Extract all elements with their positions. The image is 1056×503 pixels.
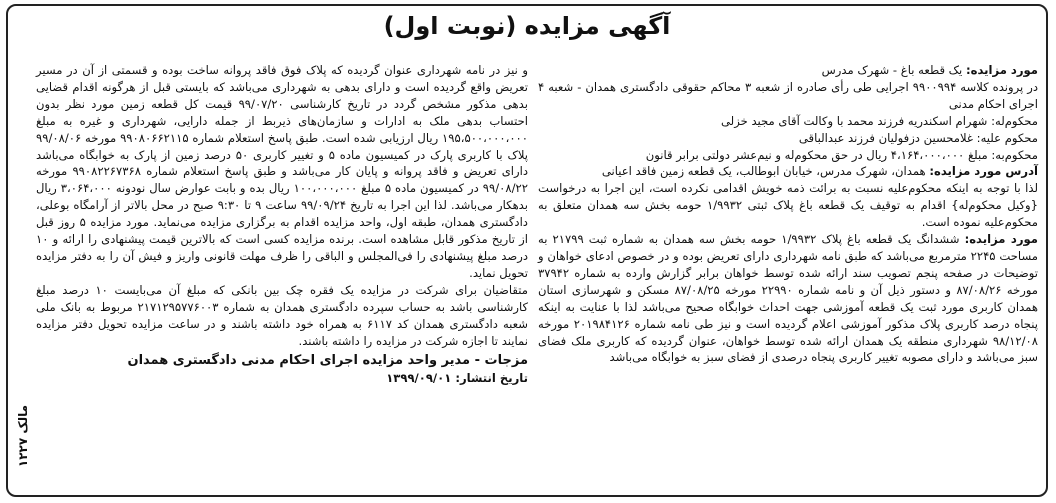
subject-text: یک قطعه باغ - شهرک مدرس: [821, 63, 966, 77]
case-text: در پرونده کلاسه ۹۹۰۰۹۹۴ اجرایی طی رأی صادره از شعبه ۳ محاکم حقوقی دادگستری همدان - شعبه ۴ اجرای احکام مدنی: [538, 79, 1038, 111]
amount-text: مبلغ ۴،۱۶۴،۰۰۰،۰۰۰ ریال در حق محکوم‌له و نیم‌عشر دولتی برابر قانون: [645, 147, 992, 162]
debtor-label: محکوم علیه:: [976, 130, 1038, 145]
amount-line: [538, 147, 1038, 164]
notice-frame: [6, 4, 1048, 497]
signature: مزجات - مدیر واحد مزایده اجرای احکام مدنی دادگستری همدان: [127, 353, 528, 369]
side-label-text: مالک ۱۲۲۷: [16, 404, 31, 468]
creditor-line: [538, 113, 1038, 130]
item2-text: ششدانگ یک قطعه باغ پلاک ۱/۹۹۳۲ حومه بخش سه همدان به شماره ثبت ۲۱۷۹۹ به مساحت ۲۲۴۵ مترمربع می‌باشد که طبق نامه شهرداری دارای تعریض بوده و در خصوص ادعای خواهان و توضیحات در صفحه پنجم تصویب سند ارائه شده توسط خواهان برابر گزارش وارده به شماره ۳۷۹۴۲ مورخه ۸۷/۰۸/۲۶ و دستور ذیل آن و نامه شماره ۲۲۹۹۰ مورخه ۸۷/۰۸/۲۵ مسکن و شهرسازی استان همدان کاربری مورد ثبت یک قطعه آموزشی جهت احداث خوابگاه صحیح می‌باشد لذا با عنایت به اینکه پنجاه درصد کاربری پلاک مذکور آموزشی اعلام گردیده است و نیز طی نامه شماره ۲۰۱۹۸۴۱۲۶ مورخه ۹۸/۱۲/۰۸ شهرداری منطقه یک همدان ارائه شده توسط خواهان، عنوان گردیده که کاربری ملک فضای سبز می‌باشد و دارای مصوبه تغییر کاربری پنجاه درصدی از فضای سبز به خوابگاه می‌باشد: [538, 232, 1039, 365]
side-label: [12, 386, 34, 486]
left-paragraph-1: و نیز در نامه شهرداری عنوان گردیده که پلاک فوق فاقد پروانه ساخت بوده و قسمتی از آن در مسیر تعریض واقع گردیده است و دارای بدهی به شهرداری می‌باشد که بایستی قبل از هرگونه اقدام قضایی بدهی مذکور مشخص گردد در تاریخ کارشناسی ۹۹/۰۷/۲۰ قیمت کل قطعه زمین مورد نظر بدون احتساب بدهی ملک به ادارات و سازمان‌های ذیربط از جمله دارایی، شهرداری و غیره به مبلغ ۱۹۵،۵۰۰،۰۰۰،۰۰۰ ریال ارزیابی شده است. طبق پاسخ استعلام شماره ۹۹۰۸۰۶۶۲۱۱۵ مورخه ۹۹/۰۸/۰۶ پلاک با کاربری پارک در کمیسیون ماده ۵ و تغییر کاربری ۵۰ درصد زمین از پارک به خوابگاه می‌باشد دارای تعریض و فاقد پروانه و پایان کار می‌باشد و طبق پاسخ استعلام شماره ۹۹۰۸۲۲۶۷۳۶۸ مورخه ۹۹/۰۸/۲۲ در کمیسیون ماده ۵ مبلغ ۱۰۰،۰۰۰،۰۰۰ ریال بده و بابت عوارض سال نودونه ۳،۰۶۴،۰۰۰ ریال بدهکار می‌باشد. لذا این اجرا به تاریخ ۹۹/۰۹/۲۴ ساعت ۹ تا ۹:۳۰ صبح در محل بالاتر از آرامگاه بوعلی، دادگستری همدان، طبقه اول، واحد مزایده اقدام به برگزاری مزایده می‌نماید. مورد مزایده ۵ روز قبل از تاریخ مذکور قابل مشاهده است. برنده مزایده کسی است که بالاترین قیمت پیشنهادی را ارائه و ۱۰ درصد مبلغ پیشنهادی را فی‌المجلس و الباقی را ظرف مهلت قانونی واریز و فیش آن را به دفتر مزایده تحویل نماید.: [36, 63, 528, 280]
address-continuation: لذا با توجه به اینکه محکوم‌علیه نسبت به برائت ذمه خویش اقدامی نکرده است، این اجرا به درخواست {وکیل محکوم‌له} اقدام به توقیف یک قطعه باغ پلاک ثبتی ۱/۹۹۳۲ حومه بخش سه همدان متعلق به محکوم‌علیه نموده است.: [538, 181, 1038, 230]
left-paragraph-2: متقاضیان برای شرکت در مزایده یک فقره چک بین بانکی که مبلغ آن می‌بایست ۱۰ درصد مبلغ کارشناسی باشد به حساب سپرده دادگستری همدان به شماره ۲۱۷۱۲۹۵۷۷۶۰۰۳ مربوط به بانک ملی شعبه دادگستری همدان کد ۶۱۱۷ به همراه خود داشته باشند و در ساعت مزایده تحویل دفتر مزایده نمایند تا اجازه شرکت در مزایده را داشته باشند.: [36, 282, 529, 348]
notice-title: آگهی مزایده (نوبت اول): [383, 12, 671, 40]
subject-line: [538, 62, 1038, 79]
left-column: [36, 62, 528, 387]
item2-label: مورد مزایده:: [964, 232, 1038, 247]
subject-label: مورد مزایده:: [965, 63, 1038, 77]
address-text: همدان، شهرک مدرس، خیابان ابوطالب، یک قطعه زمین فاقد اعیانی: [601, 164, 930, 179]
address-line: [538, 163, 1038, 180]
item2-paragraph: [538, 231, 1038, 366]
debtor-line: [538, 130, 1038, 147]
right-column: [538, 62, 1038, 366]
amount-label: محکوم‌به:: [991, 147, 1038, 162]
publish-date: تاریخ انتشار: ۱۳۹۹/۰۹/۰۱: [386, 371, 528, 386]
creditor-label: محکوم‌له:: [991, 113, 1038, 128]
creditor-text: شهرام اسکندریه فرزند محمد با وکالت آقای مجید خزلی: [721, 113, 992, 128]
address-label: آدرس مورد مزایده:: [929, 164, 1038, 179]
debtor-text: غلامحسین دزفولیان فرزند عبدالباقی: [798, 130, 977, 145]
